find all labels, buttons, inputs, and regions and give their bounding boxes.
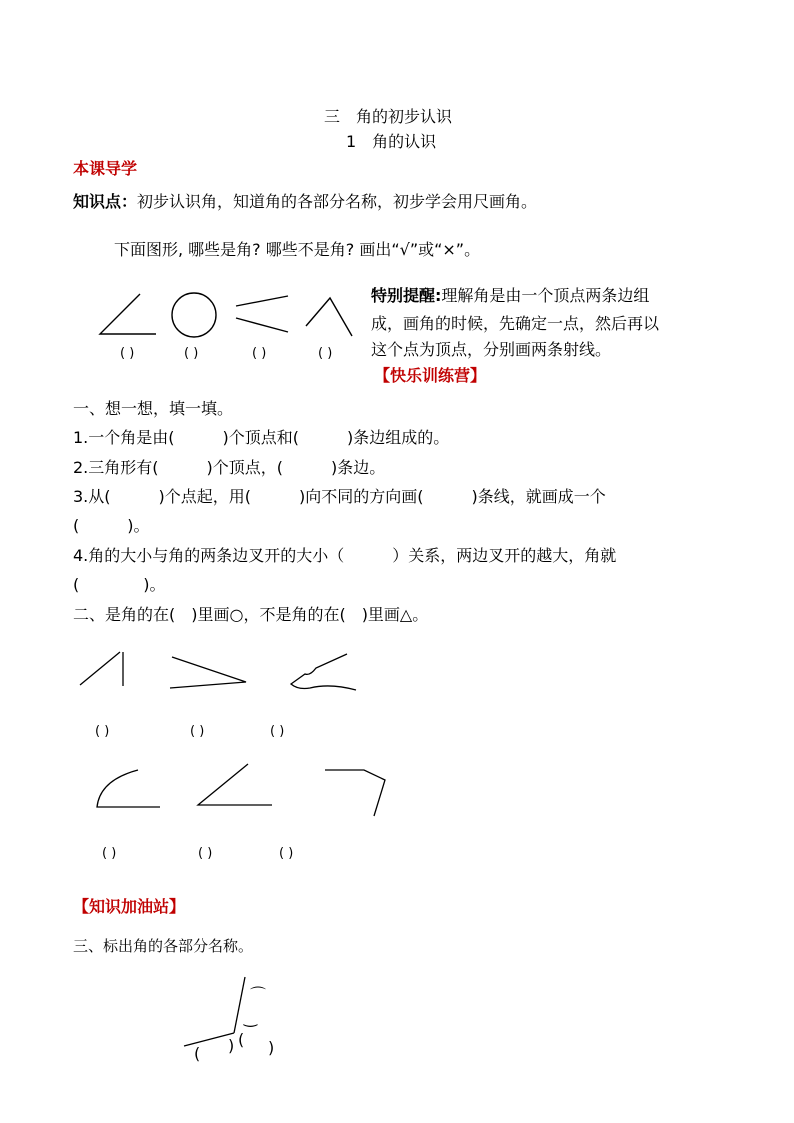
part3-heading: 三、标出角的各部分名称。 [73,937,254,955]
section-guide: 本课导学 [73,159,138,178]
part2-answer-slot[interactable]: ( ) [102,846,117,861]
tip-text-1: 理解角是由一个顶点两条边组 [441,286,650,305]
part2-figure-5 [198,764,272,805]
part2-figure-4 [97,770,160,807]
intro-figure-open-lines [236,296,288,332]
knowledge-point-text: 初步认识角，知道角的各部分名称，初步学会用尺画角。 [137,192,538,211]
part3-label-bracket[interactable]: ‿ [244,1008,257,1027]
intro-answer-slot[interactable]: ( ) [318,346,333,361]
part3-label-bracket[interactable]: ) [268,1038,275,1057]
page-subtitle: 1 角的认识 [346,132,437,151]
page-title: 三 角的初步认识 [324,107,453,126]
tip-line-2: 成，画角的时候，先确定一点，然后再以 [371,314,660,333]
part1-question-2[interactable]: 2.三角形有( )个顶点，( )条边。 [73,458,386,477]
part2-figure-3 [291,654,356,690]
part2-answer-slot[interactable]: ( ) [95,724,110,739]
part3-angle-figure [184,977,245,1046]
intro-figure-circle [172,293,216,337]
part3-label-bracket[interactable]: ( [194,1044,201,1063]
part1-question-4-cont[interactable]: ( )。 [73,575,166,594]
intro-figure-angle [100,294,156,334]
intro-answer-slot[interactable]: ( ) [184,346,199,361]
part2-heading: 二、是角的在( )里画○，不是角的在( )里画△。 [73,605,429,624]
part2-answer-slot[interactable]: ( ) [198,846,213,861]
part3-label-bracket[interactable]: ⌒ [250,985,267,1004]
part1-heading: 一、想一想，填一填。 [73,399,234,418]
intro-answer-slot[interactable]: ( ) [120,346,135,361]
tip-line-3: 这个点为顶点，分别画两条射线。 [371,340,612,359]
tip-label: 特别提醒: [371,286,442,305]
intro-figure-peak [306,298,352,336]
knowledge-point-label: 知识点： [73,192,138,211]
intro-answer-slot[interactable]: ( ) [252,346,267,361]
part2-answer-slot[interactable]: ( ) [270,724,285,739]
part3-label-bracket[interactable]: ) [228,1036,235,1055]
part1-question-3-cont[interactable]: ( )。 [73,516,150,535]
part1-question-1[interactable]: 1.一个角是由( )个顶点和( )条边组成的。 [73,428,450,447]
tip-line-1 [371,283,649,306]
part2-figure-1 [80,652,123,686]
part2-figure-2 [170,657,246,688]
part2-figure-6 [325,770,385,816]
part2-answer-slot[interactable]: ( ) [279,846,294,861]
part1-question-4[interactable]: 4.角的大小与角的两条边叉开的大小（ ）关系，两边叉开的越大，角就 [73,546,617,565]
part2-answer-slot[interactable]: ( ) [190,724,205,739]
section-knowledge: 【知识加油站】 [73,897,186,916]
section-practice: 【快乐训练营】 [374,366,487,385]
part1-question-3[interactable]: 3.从( )个点起，用( )向不同的方向画( )条线，就画成一个 [73,487,606,506]
intro-question: 下面图形, 哪些是角? 哪些不是角? 画出“√”或“×”。 [114,240,481,259]
part3-label-bracket[interactable]: ( [238,1030,245,1049]
